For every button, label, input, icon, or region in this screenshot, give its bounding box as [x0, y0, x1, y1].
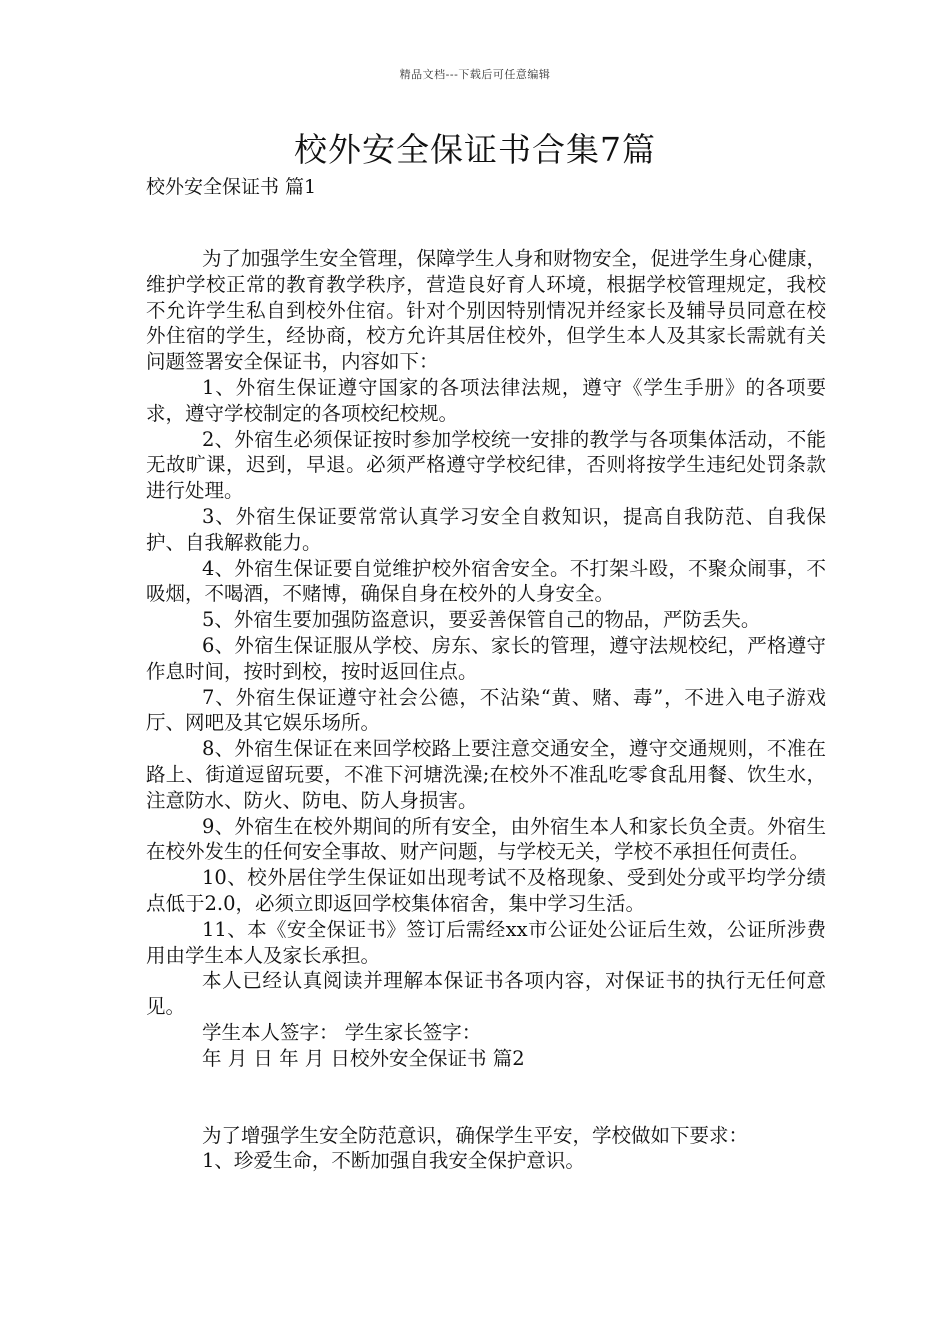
document-title: 校外安全保证书合集7篇 [294, 130, 656, 169]
clause-3: 3、外宿生保证要常常认真学习安全自救知识，提高自我防范、自我保护、自我解救能力。 [146, 504, 826, 554]
clause-7: 7、外宿生保证遵守社会公德，不沾染“黄、赌、毒”，不进入电子游戏厅、网吧及其它娱乐场所。 [146, 685, 826, 735]
section-1-heading: 校外安全保证书 篇1 [146, 176, 317, 198]
clause-8: 8、外宿生保证在来回学校路上要注意交通安全，遵守交通规则，不准在路上、街道逗留玩要，不准下河塘洗澡;在校外不准乱吃零食乱用餐、饮生水，注意防水、防火、防电、防人身损害。 [146, 737, 826, 812]
intro-paragraph: 为了加强学生安全管理，保障学生人身和财物安全，促进学生身心健康，维护学校正常的教育教学秩序，营造良好育人环境，根据学校管理规定，我校不允许学生私自到校外住宿。针对个别因特别情况并经家长及辅导员同意在校外住宿的学生，经协商，校方允许其居住校外，但学生本人及其家长需就有关问题签署安全保证书，内容如下： [146, 247, 827, 374]
clause-6: 6、外宿生保证服从学校、房东、家长的管理，遵守法规校纪，严格遵守作息时间，按时到校，按时返回住点。 [146, 633, 826, 683]
section-2-intro: 为了增强学生安全防范意识，确保学生平安，学校做如下要求： [202, 1123, 749, 1147]
clause-4: 4、外宿生保证要自觉维护校外宿舍安全。不打架斗殴，不聚众闹事，不吸烟，不喝酒，不赌博，确保自身在校外的人身安全。 [146, 556, 826, 606]
document-body [146, 246, 826, 1174]
date-line-and-section-2-heading: 年 月 日 年 月 日校外安全保证书 篇2 [202, 1046, 525, 1070]
header-note: 精品文档---下载后可任意编辑 [399, 68, 551, 81]
clause-9: 9、外宿生在校外期间的所有安全，由外宿生本人和家长负全责。外宿生在校外发生的任何安全事故、财产问题，与学校无关，学校不承担任何责任。 [146, 814, 826, 864]
clause-11: 11、本《安全保证书》签订后需经xx市公证处公证后生效，公证所涉费用由学生本人及家长承担。 [146, 917, 826, 967]
acknowledgement: 本人已经认真阅读并理解本保证书各项内容，对保证书的执行无任何意见。 [146, 969, 826, 1019]
clause-5: 5、外宿生要加强防盗意识，要妥善保管自己的物品，严防丢失。 [202, 608, 761, 632]
clause-2: 2、外宿生必须保证按时参加学校统一安排的教学与各项集体活动，不能无故旷课，迟到，早退。必须严格遵守学校纪律，否则将按学生违纪处罚条款进行处理。 [146, 427, 826, 503]
signature-line: 学生本人签字： 学生家长签字： [202, 1020, 482, 1044]
section-2-item-1: 1、珍爱生命，不断加强自我安全保护意识。 [202, 1149, 585, 1173]
clause-10: 10、校外居住学生保证如出现考试不及格现象、受到处分或平均学分绩点低于2.0，必须立即返回学校集体宿舍，集中学习生活。 [146, 866, 826, 915]
clause-1: 1、外宿生保证遵守国家的各项法律法规，遵守《学生手册》的各项要求，遵守学校制定的各项校纪校规。 [146, 375, 826, 425]
